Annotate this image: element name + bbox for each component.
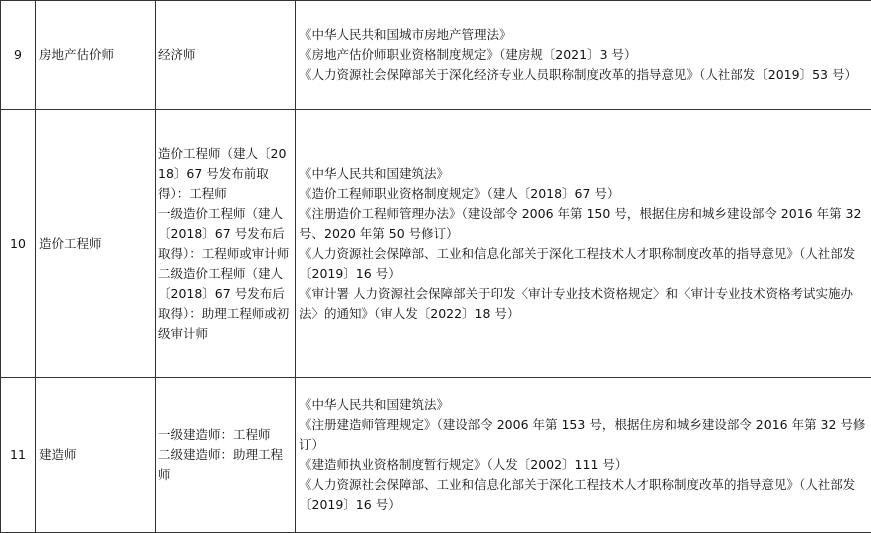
row-number: 10 [1,110,36,378]
basis-cell [296,1,871,110]
table-row [1,110,871,378]
basis-line: 《人力资源社会保障部、工业和信息化部关于深化工程技术人才职称制度改革的指导意见》（人社部发〔2019〕16 号） [299,475,869,515]
basis-line: 《人力资源社会保障部、工业和信息化部关于深化工程技术人才职称制度改革的指导意见》（人社部发〔2019〕16 号） [299,244,869,284]
qualification-cell [156,110,296,378]
qualification-line: 经济师 [158,45,293,65]
basis-line: 《造价工程师职业资格制度规定》（建人〔2018〕67 号） [299,184,869,204]
table-row [1,1,871,110]
basis-line: 《中华人民共和国城市房地产管理法》 [299,25,869,45]
basis-line: 《中华人民共和国建筑法》 [299,395,869,415]
qualification-line: 二级造价工程师（建人〔2018〕67 号发布后取得）：助理工程师或初级审计师 [158,264,293,344]
qualification-title: 房地产估价师 [36,1,156,110]
basis-line: 《人力资源社会保障部关于深化经济专业人员职称制度改革的指导意见》（人社部发〔2019〕53 号） [299,65,869,85]
qualification-title: 建造师 [36,378,156,533]
qualification-cell [156,1,296,110]
qualification-title: 造价工程师 [36,110,156,378]
basis-line: 《注册建造师管理规定》（建设部令 2006 年第 153 号，根据住房和城乡建设部令 2016 年第 32 号修订） [299,415,869,455]
qualification-cell [156,378,296,533]
qualification-line: 一级造价工程师（建人〔2018〕67 号发布后取得）：工程师或审计师 [158,204,293,264]
basis-cell [296,378,871,533]
qualification-line: 一级建造师：工程师 [158,425,293,445]
qualification-line: 二级建造师：助理工程师 [158,445,293,485]
row-number: 11 [1,378,36,533]
row-number: 9 [1,1,36,110]
basis-line: 《注册造价工程师管理办法》（建设部令 2006 年第 150 号，根据住房和城乡建设部令 2016 年第 32 号、2020 年第 50 号修订） [299,204,869,244]
basis-cell [296,110,871,378]
basis-line: 《房地产估价师职业资格制度规定》（建房规〔2021〕3 号） [299,45,869,65]
basis-line: 《审计署 人力资源社会保障部关于印发〈审计专业技术资格规定〉和〈审计专业技术资格考试实施办法〉的通知》（审人发〔2022〕18 号） [299,284,869,324]
basis-line: 《建造师执业资格制度暂行规定》（人发〔2002〕111 号） [299,455,869,475]
table-row [1,378,871,533]
basis-line: 《中华人民共和国建筑法》 [299,164,869,184]
qualification-line: 造价工程师（建人〔2018〕67 号发布前取得）：工程师 [158,144,293,204]
